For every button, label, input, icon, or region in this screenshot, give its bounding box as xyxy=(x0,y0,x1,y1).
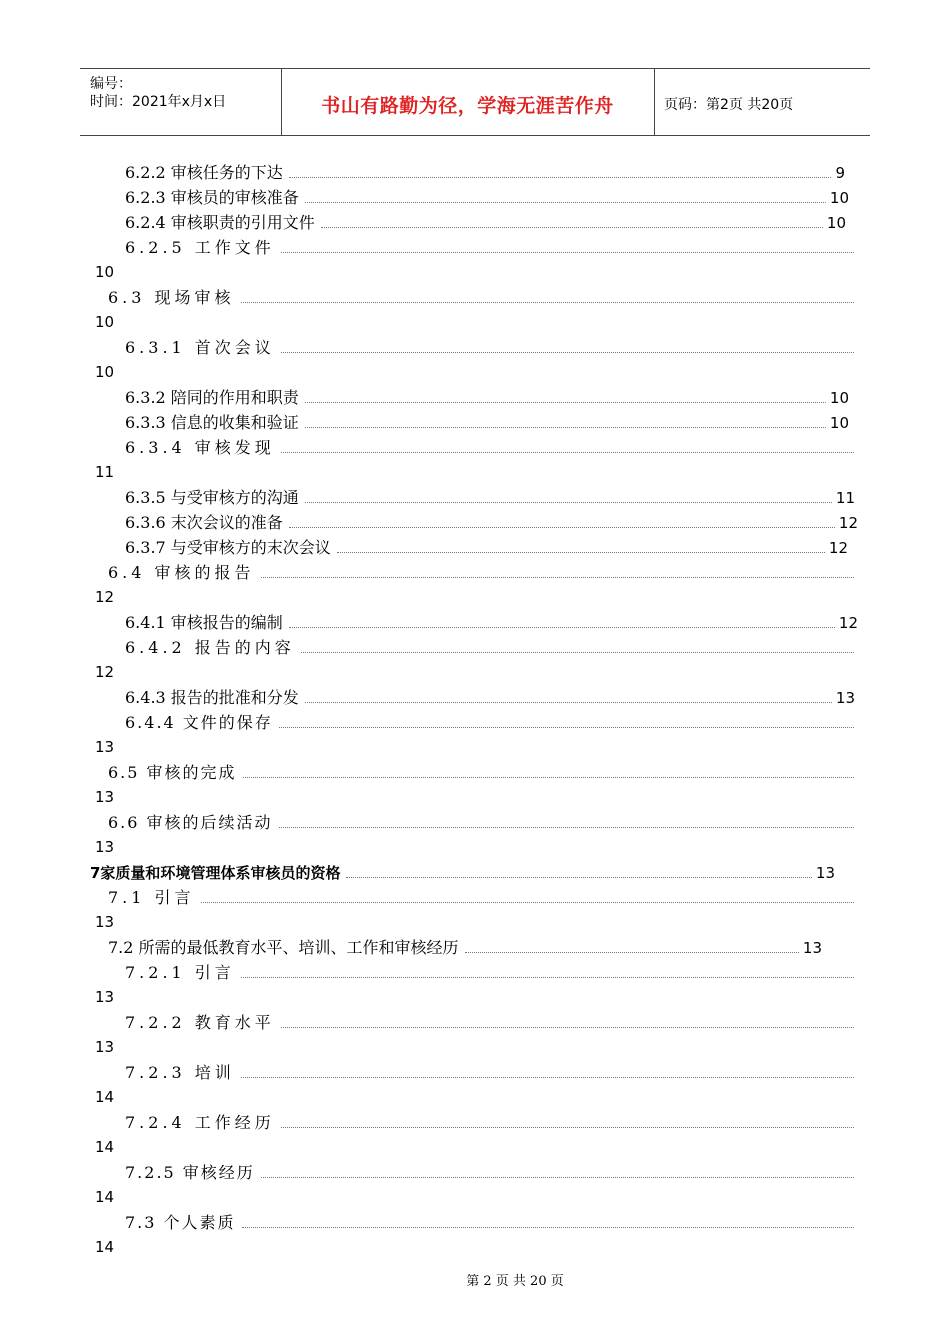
toc-leader-dots xyxy=(305,401,826,403)
toc-entry[interactable] xyxy=(125,208,846,232)
toc-entry-page: 13 xyxy=(95,913,115,931)
toc-leader-dots xyxy=(201,901,854,903)
toc-entry-page: 13 xyxy=(95,738,115,756)
toc-leader-dots xyxy=(281,351,854,353)
header-motto-cell xyxy=(281,69,655,135)
toc-entry-label: 6.3.3 信息的收集和验证 xyxy=(125,413,299,432)
toc-entry-label: 6.3.2 陪同的作用和职责 xyxy=(125,388,299,407)
toc-entry-page: 10 xyxy=(95,363,115,381)
toc-leader-dots xyxy=(321,226,823,228)
toc-entry-label: 7.2.4 工作经历 xyxy=(125,1113,275,1132)
toc-entry-label: 7.2.3 培训 xyxy=(125,1063,235,1082)
toc-entry-label: 7.2.5 审核经历 xyxy=(125,1163,255,1182)
toc-entry-page: 9 xyxy=(835,164,845,182)
toc-entry[interactable] xyxy=(125,608,858,632)
toc-entry-page: 10 xyxy=(829,189,849,207)
toc-entry[interactable] xyxy=(125,483,855,507)
toc-entry[interactable] xyxy=(125,183,849,207)
toc-entry-page: 10 xyxy=(826,214,846,232)
toc-entry-page: 13 xyxy=(815,864,835,882)
toc-entry[interactable] xyxy=(125,433,858,457)
toc-entry[interactable] xyxy=(125,958,858,982)
doc-time-label: 时间：2021年x月x日 xyxy=(90,94,227,110)
toc-entry[interactable] xyxy=(125,1008,858,1032)
toc-leader-dots xyxy=(305,701,832,703)
toc-leader-dots xyxy=(305,201,826,203)
toc-leader-dots xyxy=(242,1226,854,1228)
toc-entry-label: 6.6 审核的后续活动 xyxy=(108,813,273,832)
toc-entry-label: 6.3.6 末次会议的准备 xyxy=(125,513,283,532)
toc-entry-label: 6.3.7 与受审核方的末次会议 xyxy=(125,538,331,557)
toc-entry[interactable] xyxy=(125,158,845,182)
toc-leader-dots xyxy=(289,176,832,178)
toc-leader-dots xyxy=(261,576,854,578)
toc-entry-label: 7.2.1 引言 xyxy=(125,963,235,982)
header-page-label: 页码：第2页 共20页 xyxy=(664,97,794,113)
toc-entry-page: 10 xyxy=(95,313,115,331)
page-header xyxy=(80,68,870,136)
toc-entry-page: 14 xyxy=(95,1138,115,1156)
toc-leader-dots xyxy=(281,1026,854,1028)
toc-entry[interactable] xyxy=(125,708,858,732)
toc-leader-dots xyxy=(241,976,854,978)
toc-entry-label: 7.1 引言 xyxy=(108,888,195,907)
toc-entry[interactable] xyxy=(108,558,858,582)
toc-entry-label: 6.4.2 报告的内容 xyxy=(125,638,295,657)
toc-entry-chapter[interactable] xyxy=(90,858,835,882)
toc-leader-dots xyxy=(279,826,854,828)
toc-entry-page: 12 xyxy=(828,539,848,557)
toc-entry-page: 10 xyxy=(95,263,115,281)
toc-leader-dots xyxy=(281,451,854,453)
toc-leader-dots xyxy=(301,651,854,653)
toc-entry[interactable] xyxy=(125,383,849,407)
toc-leader-dots xyxy=(279,726,854,728)
toc-entry-label: 7.2.2 教育水平 xyxy=(125,1013,275,1032)
toc-leader-dots xyxy=(305,426,826,428)
toc-leader-dots xyxy=(346,876,811,878)
toc-entry-label: 7.2 所需的最低教育水平、培训、工作和审核经历 xyxy=(108,938,459,957)
toc-entry-page: 13 xyxy=(95,838,115,856)
toc-entry[interactable] xyxy=(108,808,858,832)
toc-entry-label: 7家质量和环境管理体系审核员的资格 xyxy=(90,864,341,882)
toc-entry-page: 14 xyxy=(95,1088,115,1106)
toc-entry[interactable] xyxy=(108,933,822,957)
toc-entry[interactable] xyxy=(125,1058,858,1082)
toc-leader-dots xyxy=(241,1076,854,1078)
toc-entry-page: 12 xyxy=(838,514,858,532)
toc-leader-dots xyxy=(337,551,825,553)
toc-entry-page: 10 xyxy=(829,414,849,432)
toc-entry-page: 10 xyxy=(829,389,849,407)
toc-entry-page: 14 xyxy=(95,1238,115,1256)
toc-entry-label: 6.2.4 审核职责的引用文件 xyxy=(125,213,315,232)
toc-leader-dots xyxy=(261,1176,854,1178)
toc-entry-page: 11 xyxy=(95,463,115,481)
toc-entry[interactable] xyxy=(108,883,858,907)
doc-number-label: 编号： xyxy=(90,76,132,92)
toc-entry-label: 7.3 个人素质 xyxy=(125,1213,236,1232)
toc-entry-label: 6.3.5 与受审核方的沟通 xyxy=(125,488,299,507)
page-footer: 第 2 页 共 20 页 xyxy=(466,1274,564,1289)
toc-entry-page: 12 xyxy=(95,588,115,606)
toc-entry[interactable] xyxy=(125,508,858,532)
toc-leader-dots xyxy=(241,301,854,303)
toc-entry-label: 6.4.4 文件的保存 xyxy=(125,713,273,732)
toc-entry[interactable] xyxy=(125,408,849,432)
toc-entry-label: 6.3.1 首次会议 xyxy=(125,338,275,357)
toc-entry[interactable] xyxy=(125,333,858,357)
toc-entry[interactable] xyxy=(125,1158,858,1182)
toc-entry-page: 11 xyxy=(835,489,855,507)
header-page-cell xyxy=(654,69,870,135)
header-info-cell xyxy=(80,69,282,135)
toc-entry-page: 14 xyxy=(95,1188,115,1206)
toc-entry-page: 13 xyxy=(95,788,115,806)
toc-entry[interactable] xyxy=(108,283,858,307)
toc-entry-page: 13 xyxy=(95,988,115,1006)
toc-entry[interactable] xyxy=(125,633,858,657)
toc-entry[interactable] xyxy=(125,683,855,707)
toc-entry-page: 13 xyxy=(802,939,822,957)
toc-entry[interactable] xyxy=(125,533,848,557)
toc-entry[interactable] xyxy=(125,1108,858,1132)
toc-entry-page: 12 xyxy=(838,614,858,632)
toc-entry-page: 13 xyxy=(95,1038,115,1056)
toc-entry-label: 6.5 审核的完成 xyxy=(108,763,237,782)
toc-leader-dots xyxy=(281,251,854,253)
toc-entry-label: 6.2.5 工作文件 xyxy=(125,238,275,257)
toc-entry-label: 6.4.1 审核报告的编制 xyxy=(125,613,283,632)
toc-entry-page: 13 xyxy=(835,689,855,707)
toc-leader-dots xyxy=(243,776,854,778)
toc-leader-dots xyxy=(305,501,832,503)
toc-entry[interactable] xyxy=(125,233,858,257)
toc-entry-label: 6.2.3 审核员的审核准备 xyxy=(125,188,299,207)
toc-entry-page: 12 xyxy=(95,663,115,681)
toc-entry-label: 6.4.3 报告的批准和分发 xyxy=(125,688,299,707)
toc-leader-dots xyxy=(289,526,835,528)
toc-entry[interactable] xyxy=(125,1208,858,1232)
toc-entry-label: 6.3 现场审核 xyxy=(108,288,235,307)
toc-entry-label: 6.2.2 审核任务的下达 xyxy=(125,163,283,182)
header-motto: 书山有路勤为径，学海无涯苦作舟 xyxy=(321,95,614,117)
toc-entry[interactable] xyxy=(108,758,858,782)
toc-entry-label: 6.3.4 审核发现 xyxy=(125,438,275,457)
toc-entry-label: 6.4 审核的报告 xyxy=(108,563,255,582)
toc-leader-dots xyxy=(465,951,799,953)
toc-leader-dots xyxy=(289,626,835,628)
toc-leader-dots xyxy=(281,1126,854,1128)
